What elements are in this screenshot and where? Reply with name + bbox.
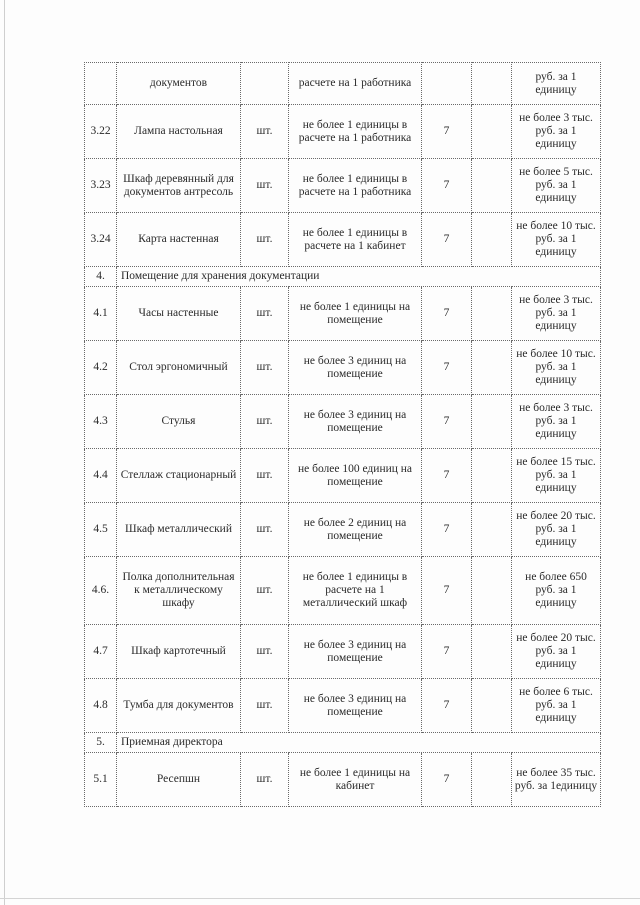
- unit: шт.: [241, 449, 289, 503]
- row-number: 4.6.: [85, 557, 117, 625]
- item-name: Ресепшн: [117, 753, 241, 807]
- table-row: [85, 105, 601, 159]
- row-number: [85, 63, 117, 105]
- empty-cell: [472, 449, 512, 503]
- section-row: [85, 267, 601, 287]
- empty-cell: [472, 213, 512, 267]
- price-limit: не более 5 тыс. руб. за 1 единицу: [512, 159, 601, 213]
- empty-cell: [472, 63, 512, 105]
- price-limit: не более 3 тыс. руб. за 1 единицу: [512, 395, 601, 449]
- service-term: 7: [422, 213, 472, 267]
- item-name: Тумба для документов: [117, 679, 241, 733]
- row-number: 4.3: [85, 395, 117, 449]
- row-number: 3.22: [85, 105, 117, 159]
- table-row: [85, 625, 601, 679]
- unit: шт.: [241, 213, 289, 267]
- section-title: Помещение для хранения документации: [117, 267, 601, 287]
- item-name: Карта настенная: [117, 213, 241, 267]
- price-limit: не более 3 тыс. руб. за 1 единицу: [512, 105, 601, 159]
- quantity-norm: не более 3 единиц на помещение: [289, 625, 422, 679]
- page-edge-left: [4, 0, 5, 905]
- row-number: 5.1: [85, 753, 117, 807]
- unit: [241, 63, 289, 105]
- row-number: 3.23: [85, 159, 117, 213]
- item-name: Шкаф металлический: [117, 503, 241, 557]
- service-term: 7: [422, 449, 472, 503]
- price-limit: руб. за 1 единицу: [512, 63, 601, 105]
- quantity-norm: не более 3 единиц на помещение: [289, 341, 422, 395]
- section-title: Приемная директора: [117, 733, 601, 753]
- price-limit: не более 15 тыс. руб. за 1 единицу: [512, 449, 601, 503]
- empty-cell: [472, 679, 512, 733]
- row-number: 3.24: [85, 213, 117, 267]
- table-row: [85, 63, 601, 105]
- empty-cell: [472, 753, 512, 807]
- unit: шт.: [241, 625, 289, 679]
- norms-table: [84, 62, 601, 807]
- table-row: [85, 395, 601, 449]
- unit: шт.: [241, 679, 289, 733]
- table-row: [85, 503, 601, 557]
- quantity-norm: не более 1 единицы на кабинет: [289, 753, 422, 807]
- item-name: документов: [117, 63, 241, 105]
- empty-cell: [472, 105, 512, 159]
- quantity-norm: не более 3 единиц на помещение: [289, 395, 422, 449]
- price-limit: не более 20 тыс. руб. за 1 единицу: [512, 503, 601, 557]
- section-row: [85, 733, 601, 753]
- empty-cell: [472, 395, 512, 449]
- row-number: 4.8: [85, 679, 117, 733]
- table-row: [85, 679, 601, 733]
- table-row: [85, 557, 601, 625]
- price-limit: не более 10 тыс. руб. за 1 единицу: [512, 213, 601, 267]
- quantity-norm: не более 3 единиц на помещение: [289, 679, 422, 733]
- item-name: Стол эргономичный: [117, 341, 241, 395]
- service-term: 7: [422, 753, 472, 807]
- unit: шт.: [241, 287, 289, 341]
- service-term: 7: [422, 341, 472, 395]
- empty-cell: [472, 159, 512, 213]
- quantity-norm: не более 1 единицы в расчете на 1 работника: [289, 105, 422, 159]
- empty-cell: [472, 287, 512, 341]
- price-limit: не более 6 тыс. руб. за 1 единицу: [512, 679, 601, 733]
- table-row: [85, 449, 601, 503]
- service-term: 7: [422, 159, 472, 213]
- quantity-norm: не более 1 единицы на помещение: [289, 287, 422, 341]
- empty-cell: [472, 557, 512, 625]
- price-limit: не более 20 тыс. руб. за 1 единицу: [512, 625, 601, 679]
- row-number: 4.2: [85, 341, 117, 395]
- quantity-norm: не более 1 единицы в расчете на 1 металлический шкаф: [289, 557, 422, 625]
- empty-cell: [472, 625, 512, 679]
- section-number: 5.: [85, 733, 117, 753]
- item-name: Часы настенные: [117, 287, 241, 341]
- service-term: 7: [422, 625, 472, 679]
- item-name: Шкаф картотечный: [117, 625, 241, 679]
- item-name: Стеллаж стационарный: [117, 449, 241, 503]
- row-number: 4.5: [85, 503, 117, 557]
- unit: шт.: [241, 753, 289, 807]
- table-row: [85, 213, 601, 267]
- norms-table-body: [85, 63, 601, 807]
- price-limit: не более 35 тыс. руб. за 1единицу: [512, 753, 601, 807]
- row-number: 4.4: [85, 449, 117, 503]
- service-term: [422, 63, 472, 105]
- service-term: 7: [422, 557, 472, 625]
- quantity-norm: не более 1 единицы в расчете на 1 работника: [289, 159, 422, 213]
- quantity-norm: расчете на 1 работника: [289, 63, 422, 105]
- service-term: 7: [422, 395, 472, 449]
- quantity-norm: не более 1 единицы в расчете на 1 кабинет: [289, 213, 422, 267]
- price-limit: не более 650 руб. за 1 единицу: [512, 557, 601, 625]
- item-name: Стулья: [117, 395, 241, 449]
- unit: шт.: [241, 395, 289, 449]
- unit: шт.: [241, 159, 289, 213]
- table-row: [85, 341, 601, 395]
- table-row: [85, 287, 601, 341]
- page-edge-bottom: [0, 898, 640, 899]
- service-term: 7: [422, 287, 472, 341]
- table-row: [85, 753, 601, 807]
- price-limit: не более 3 тыс. руб. за 1 единицу: [512, 287, 601, 341]
- service-term: 7: [422, 105, 472, 159]
- section-number: 4.: [85, 267, 117, 287]
- table-row: [85, 159, 601, 213]
- unit: шт.: [241, 503, 289, 557]
- unit: шт.: [241, 105, 289, 159]
- empty-cell: [472, 341, 512, 395]
- service-term: 7: [422, 503, 472, 557]
- unit: шт.: [241, 341, 289, 395]
- empty-cell: [472, 503, 512, 557]
- service-term: 7: [422, 679, 472, 733]
- price-limit: не более 10 тыс. руб. за 1 единицу: [512, 341, 601, 395]
- row-number: 4.7: [85, 625, 117, 679]
- row-number: 4.1: [85, 287, 117, 341]
- quantity-norm: не более 100 единиц на помещение: [289, 449, 422, 503]
- item-name: Полка дополнительная к металлическому шкафу: [117, 557, 241, 625]
- item-name: Шкаф деревянный для документов антресоль: [117, 159, 241, 213]
- quantity-norm: не более 2 единиц на помещение: [289, 503, 422, 557]
- item-name: Лампа настольная: [117, 105, 241, 159]
- unit: шт.: [241, 557, 289, 625]
